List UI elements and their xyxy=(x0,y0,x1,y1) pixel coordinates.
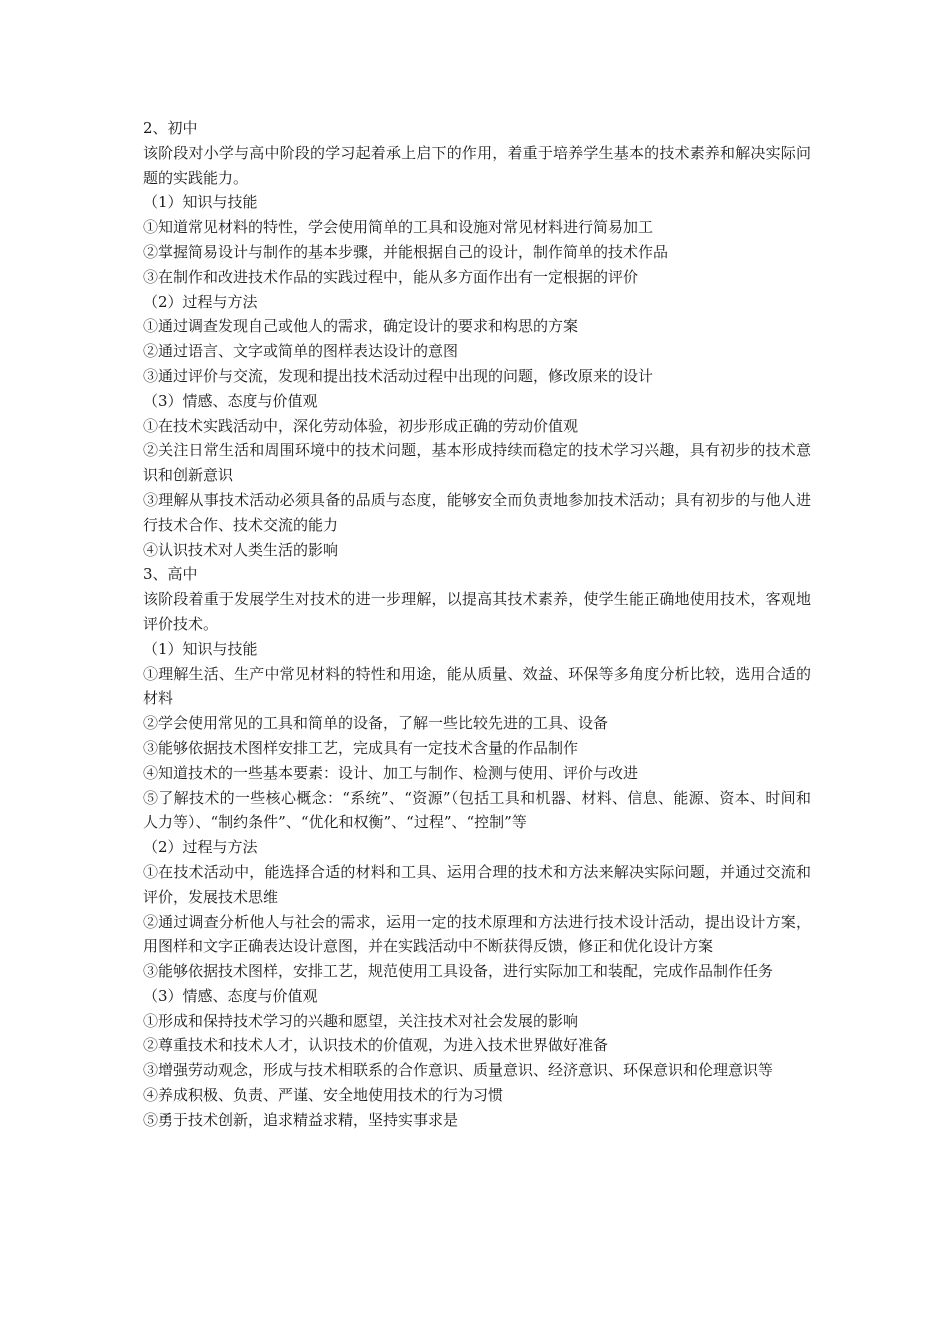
group-title: （3）情感、态度与价值观 xyxy=(143,391,318,410)
list-item: ②通过调查分析他人与社会的需求，运用一定的技术原理和方法进行技术设计活动，提出设计方案，用图样和文字正确表达设计意图，并在实践活动中不断获得反馈，修正和优化设计方案 xyxy=(143,912,811,956)
list-item: ③通过评价与交流，发现和提出技术活动过程中出现的问题，修改原来的设计 xyxy=(143,366,654,385)
document-body xyxy=(143,116,811,1133)
section-intro: 该阶段对小学与高中阶段的学习起着承上启下的作用，着重于培养学生基本的技术素养和解决实际问题的实践能力。 xyxy=(143,143,811,187)
list-item: ②关注日常生活和周围环境中的技术问题，基本形成持续而稳定的技术学习兴趣，具有初步的技术意识和创新意识 xyxy=(143,441,811,485)
group-title: （2）过程与方法 xyxy=(143,292,258,311)
list-item: ①形成和保持技术学习的兴趣和愿望，关注技术对社会发展的影响 xyxy=(143,1011,579,1030)
group-title: （1）知识与技能 xyxy=(143,639,258,658)
list-item: ①通过调查发现自己或他人的需求，确定设计的要求和构思的方案 xyxy=(143,317,579,336)
list-item: ①知道常见材料的特性，学会使用简单的工具和设施对常见材料进行简易加工 xyxy=(143,218,654,237)
list-item: ③能够依据技术图样安排工艺，完成具有一定技术含量的作品制作 xyxy=(143,738,579,757)
group-title: （2）过程与方法 xyxy=(143,838,258,857)
section-heading: 3、高中 xyxy=(143,565,198,584)
section-heading: 2、初中 xyxy=(143,119,198,137)
list-item: ②通过语言、文字或简单的图样表达设计的意图 xyxy=(143,342,459,361)
list-item: ②学会使用常见的工具和简单的设备，了解一些比较先进的工具、设备 xyxy=(143,714,609,733)
section-intro: 该阶段着重于发展学生对技术的进一步理解，以提高其技术素养，使学生能正确地使用技术，客观地评价技术。 xyxy=(143,590,811,633)
list-item: ④认识技术对人类生活的影响 xyxy=(143,540,339,559)
list-item: ⑤了解技术的一些核心概念：“系统”、“资源”（包括工具和机器、材料、信息、能源、资本、时间和人力等）、“制约条件”、“优化和权衡”、“过程”、“控制”等 xyxy=(143,788,811,832)
list-item: ②掌握简易设计与制作的基本步骤，并能根据自己的设计，制作简单的技术作品 xyxy=(143,242,669,261)
list-item: ⑤勇于技术创新，追求精益求精，坚持实事求是 xyxy=(143,1110,459,1129)
group-title: （1）知识与技能 xyxy=(143,193,258,212)
list-item: ③能够依据技术图样，安排工艺，规范使用工具设备，进行实际加工和装配，完成作品制作任务 xyxy=(143,962,774,981)
list-item: ①在技术实践活动中，深化劳动体验，初步形成正确的劳动价值观 xyxy=(143,416,579,435)
list-item: ②尊重技术和技术人才，认识技术的价值观，为进入技术世界做好准备 xyxy=(143,1036,609,1055)
list-item: ③在制作和改进技术作品的实践过程中，能从多方面作出有一定根据的评价 xyxy=(143,267,639,286)
group-title: （3）情感、态度与价值观 xyxy=(143,986,318,1005)
list-item: ①在技术活动中，能选择合适的材料和工具、运用合理的技术和方法来解决实际问题，并通过交流和评价，发展技术思维 xyxy=(143,862,811,906)
list-item: ④养成积极、负责、严谨、安全地使用技术的行为习惯 xyxy=(143,1086,504,1105)
list-item: ④知道技术的一些基本要素：设计、加工与制作、检测与使用、评价与改进 xyxy=(143,763,639,782)
list-item: ③理解从事技术活动必须具备的品质与态度，能够安全而负责地参加技术活动；具有初步的与他人进行技术合作、技术交流的能力 xyxy=(143,490,811,534)
list-item: ①理解生活、生产中常见材料的特性和用途，能从质量、效益、环保等多角度分析比较，选用合适的材料 xyxy=(143,664,811,708)
list-item: ③增强劳动观念，形成与技术相联系的合作意识、质量意识、经济意识、环保意识和伦理意识等 xyxy=(143,1061,774,1080)
